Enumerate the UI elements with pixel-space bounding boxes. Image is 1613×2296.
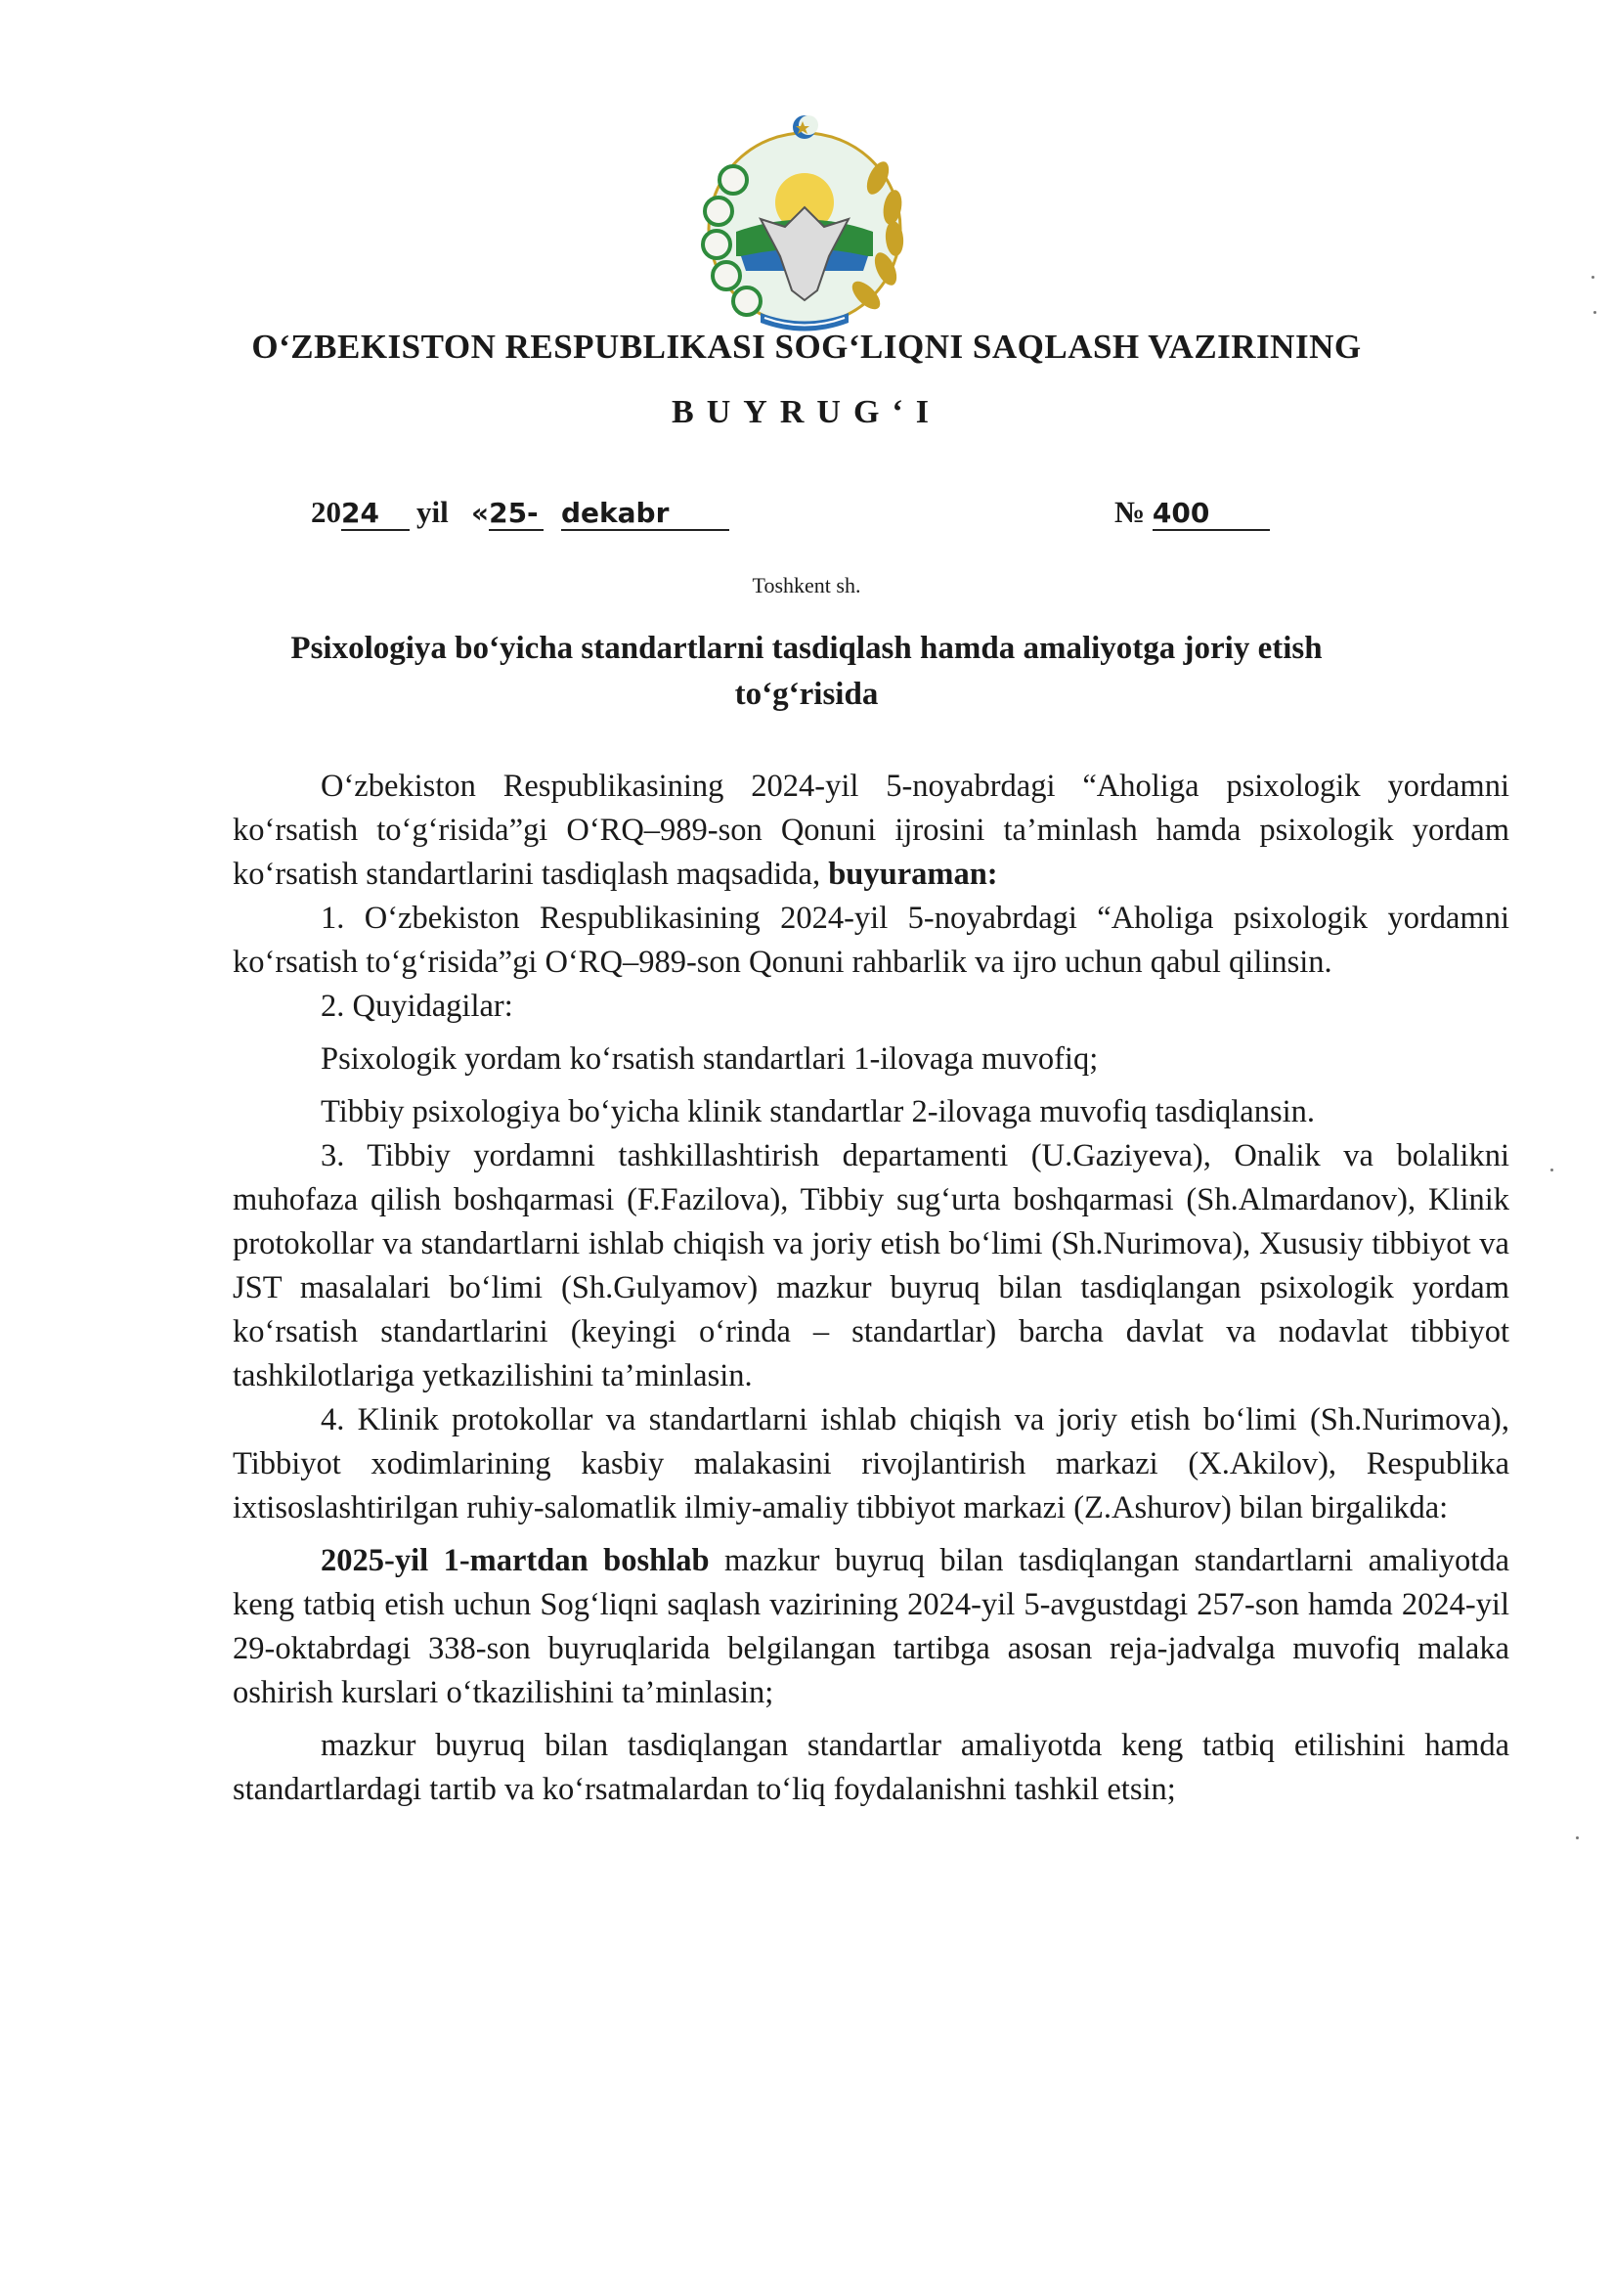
scan-speck bbox=[1576, 1836, 1579, 1839]
month-handwritten: dekabr bbox=[561, 497, 729, 531]
state-emblem-icon bbox=[692, 110, 917, 336]
preamble-directive: buyuraman: bbox=[828, 857, 998, 892]
paragraph-1: 1. O‘zbekiston Respublikasining 2024-yil 5-noyabrdagi “Aholiga psixologik yordamni ko‘rsatish to‘g‘risida”gi O‘RQ–989-son Qonuni rahbarlik va ijro uchun qabul qilinsin. bbox=[233, 901, 1509, 980]
order-number bbox=[1114, 495, 1270, 531]
date-day bbox=[471, 495, 544, 531]
city-label: Toshkent sh. bbox=[752, 573, 861, 597]
paragraph-2: 2. Quyidagilar: bbox=[321, 989, 513, 1024]
scan-speck bbox=[1591, 276, 1594, 279]
date-month bbox=[561, 495, 729, 531]
paragraph-2-item-2: Tibbiy psixologiya bo‘yicha klinik standartlar 2-ilovaga muvofiq tasdiqlansin. bbox=[321, 1094, 1316, 1129]
paragraph-4: 4. Klinik protokollar va standartlarni ishlab chiqish va joriy etish bo‘limi (Sh.Nurimova), Tibbiyot xodimlarining kasbiy malakasini rivojlantirish markazi (X.Akilov), Respublika ixtisoslashtirilgan ruhiy-salomatlik ilmiy-amaliy tibbiyot markazi (Z.Ashurov) bilan birgalikda: bbox=[233, 1402, 1509, 1525]
date-year bbox=[311, 495, 410, 531]
paragraph-4-item-1 bbox=[233, 1539, 1509, 1715]
title-line-2: to‘g‘risida bbox=[734, 677, 879, 712]
deadline-bold: 2025-yil 1-martdan boshlab bbox=[321, 1543, 710, 1578]
title-line-1: Psixologiya bo‘yicha standartlarni tasdiqlash hamda amaliyotga joriy etish bbox=[290, 631, 1323, 666]
paragraph-3: 3. Tibbiy yordamni tashkillashtirish departamenti (U.Gaziyeva), Onalik va bolalikni muhofaza qilish boshqarmasi (F.Fazilova), Tibbiy sug‘urta boshqarmasi (Sh.Almardanov), Klinik protokollar va standartlarni ishlab chiqish va joriy etish bo‘limi (Sh.Nurimova), Xususiy tibbiyot va JST masalalari bo‘limi (Sh.Gulyamov) mazkur buyruq bilan tasdiqlangan psixologik yordam ko‘rsatish standartlarini (keyingi o‘rinda – standartlar) barcha davlat va nodavlat tibbiyot tashkilotlariga yetkazilishini ta’minlasin. bbox=[233, 1138, 1509, 1393]
day-prefix: « bbox=[471, 497, 490, 529]
number-handwritten: 400 bbox=[1153, 497, 1270, 531]
scan-speck bbox=[1550, 1169, 1553, 1171]
document-title bbox=[196, 626, 1417, 718]
scan-speck bbox=[1593, 311, 1596, 314]
paragraph-4-item-2: mazkur buyruq bilan tasdiqlangan standartlar amaliyotda keng tatbiq etilishini hamda standartlardagi tartib va ko‘rsatmalardan to‘liq foydalanishni tashkil etsin; bbox=[233, 1728, 1509, 1807]
year-handwritten: 24 bbox=[341, 497, 410, 531]
preamble-paragraph bbox=[233, 765, 1509, 897]
date-yil: yil bbox=[416, 495, 449, 529]
day-handwritten: 25- bbox=[489, 497, 544, 531]
year-prefix: 20 bbox=[311, 495, 341, 529]
number-sign: № bbox=[1114, 495, 1146, 529]
preamble-text: O‘zbekiston Respublikasining 2024-yil 5-noyabrdagi “Aholiga psixologik yordamni ko‘rsatish to‘g‘risida”gi O‘RQ–989-son Qonuni ijrosini ta’minlash hamda psixologik yordam ko‘rsatish standartlarini tasdiqlash maqsadida, bbox=[233, 769, 1509, 892]
ministry-heading: O‘ZBEKISTON RESPUBLIKASI SOG‘LIQNI SAQLASH VAZIRINING bbox=[251, 328, 1362, 366]
document-body bbox=[233, 765, 1509, 1812]
paragraph-2-item-1: Psixologik yordam ko‘rsatish standartlari 1-ilovaga muvofiq; bbox=[321, 1041, 1099, 1077]
paragraph-4-item-1-text: mazkur buyruq bilan tasdiqlangan standartlarni amaliyotda keng tatbiq etish uchun Sog‘liqni saqlash vazirining 2024-yil 5-avgustdagi 257-son hamda 2024-yil 29-oktabrdagi 338-son buyruqlarida belgilangan tartibga asosan reja-jadvalga muvofiq malaka oshirish kurslari o‘tkazilishini ta’minlasin; bbox=[233, 1543, 1509, 1710]
order-heading: BUYRUG‘I bbox=[672, 394, 941, 430]
